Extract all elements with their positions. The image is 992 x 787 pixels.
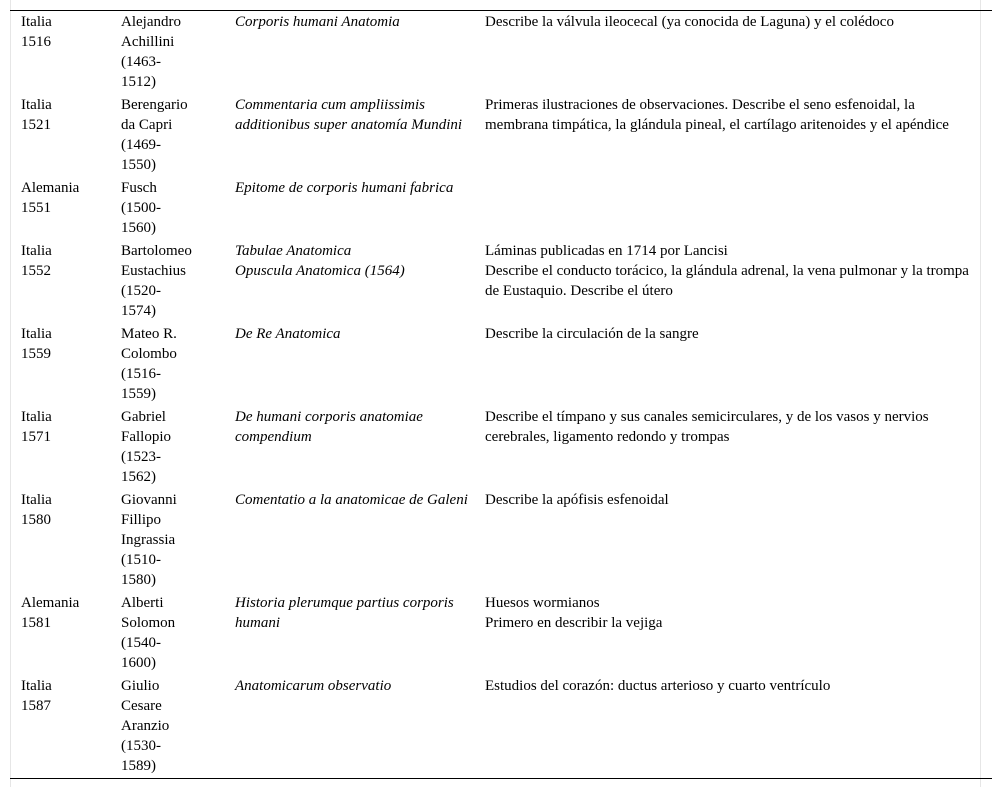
author-line: Achillini xyxy=(121,34,175,50)
description-text: Describe la circulación de la sangre xyxy=(485,326,699,342)
description-cell xyxy=(485,323,992,406)
description-cell xyxy=(485,489,992,592)
author-cell xyxy=(121,94,235,177)
author-line: Cesare xyxy=(121,698,162,714)
description-text: Láminas publicadas en 1714 por Lancisi xyxy=(485,243,728,259)
work-title: Opuscula Anatomica (1564) xyxy=(235,263,405,279)
author-line: Alberti xyxy=(121,595,164,611)
work-cell xyxy=(235,323,485,406)
work-cell xyxy=(235,489,485,592)
author-cell xyxy=(121,592,235,675)
author-line: Giulio xyxy=(121,678,160,694)
work-cell xyxy=(235,406,485,489)
year: 1516 xyxy=(21,34,51,50)
work-title: Comentatio a la anatomicae de Galeni xyxy=(235,492,468,508)
author-line: 1562) xyxy=(121,469,156,485)
country-year-cell xyxy=(10,323,121,406)
author-line: Ingrassia xyxy=(121,532,176,548)
table-row xyxy=(10,11,992,95)
author-line: Gabriel xyxy=(121,409,166,425)
country: Alemania xyxy=(21,595,80,611)
year: 1580 xyxy=(21,512,51,528)
author-line: Aranzio xyxy=(121,718,170,734)
country: Italia xyxy=(21,243,52,259)
country-year-cell xyxy=(10,11,121,95)
year: 1521 xyxy=(21,117,51,133)
author-line: (1510- xyxy=(121,552,161,568)
work-title: Historia plerumque partius corporis humani xyxy=(235,595,454,631)
description-text: Describe la apófisis esfenoidal xyxy=(485,492,669,508)
year: 1552 xyxy=(21,263,51,279)
description-cell xyxy=(485,94,992,177)
work-cell xyxy=(235,11,485,95)
author-line: (1540- xyxy=(121,635,161,651)
work-title: Epitome de corporis humani fabrica xyxy=(235,180,454,196)
country: Italia xyxy=(21,678,52,694)
country: Alemania xyxy=(21,180,80,196)
country: Italia xyxy=(21,14,52,30)
author-line: (1520- xyxy=(121,283,161,299)
author-line: (1463- xyxy=(121,54,161,70)
author-cell xyxy=(121,489,235,592)
table-row xyxy=(10,323,992,406)
description-text: Estudios del corazón: ductus arterioso y cuarto ventrículo xyxy=(485,678,831,694)
work-title: Tabulae Anatomica xyxy=(235,243,352,259)
table-row xyxy=(10,592,992,675)
author-line: 1580) xyxy=(121,572,156,588)
author-line: (1516- xyxy=(121,366,161,382)
country: Italia xyxy=(21,492,52,508)
work-cell xyxy=(235,94,485,177)
description-text: Primeras ilustraciones de observaciones. Describe el seno esfenoidal, la membrana timpática, la glándula pineal, el cartílago aritenoides y el apéndice xyxy=(485,97,949,133)
country-year-cell xyxy=(10,489,121,592)
author-line: 1560) xyxy=(121,220,156,236)
author-line: Fusch xyxy=(121,180,157,196)
work-cell xyxy=(235,177,485,240)
country-year-cell xyxy=(10,94,121,177)
description-text: Huesos wormianos xyxy=(485,595,600,611)
author-line: Fillipo xyxy=(121,512,162,528)
description-text: Primero en describir la vejiga xyxy=(485,615,663,631)
anatomy-history-table xyxy=(10,10,992,779)
work-title: Anatomicarum observatio xyxy=(235,678,392,694)
country-year-cell xyxy=(10,240,121,323)
country-year-cell xyxy=(10,675,121,779)
work-title: De humani corporis anatomiae compendium xyxy=(235,409,423,445)
author-cell xyxy=(121,406,235,489)
year: 1581 xyxy=(21,615,51,631)
author-line: Giovanni xyxy=(121,492,177,508)
description-cell xyxy=(485,675,992,779)
author-line: Colombo xyxy=(121,346,177,362)
country: Italia xyxy=(21,326,52,342)
table-row xyxy=(10,489,992,592)
author-line: Berengario xyxy=(121,97,188,113)
author-line: 1600) xyxy=(121,655,156,671)
author-line: Eustachius xyxy=(121,263,186,279)
description-cell xyxy=(485,177,992,240)
country: Italia xyxy=(21,97,52,113)
country-year-cell xyxy=(10,177,121,240)
table-row xyxy=(10,177,992,240)
description-text: Describe el tímpano y sus canales semicirculares, y de los vasos y nervios cerebrales, ligamento redondo y trompas xyxy=(485,409,929,445)
table-body xyxy=(10,11,992,779)
description-cell xyxy=(485,240,992,323)
description-text: Describe la válvula ileocecal (ya conocida de Laguna) y el colédoco xyxy=(485,14,894,30)
author-line: Fallopio xyxy=(121,429,172,445)
author-line: 1589) xyxy=(121,758,156,774)
work-cell xyxy=(235,240,485,323)
description-cell xyxy=(485,592,992,675)
work-title: Corporis humani Anatomia xyxy=(235,14,400,30)
author-line: 1550) xyxy=(121,157,156,173)
author-line: (1530- xyxy=(121,738,161,754)
work-cell xyxy=(235,592,485,675)
author-line: 1512) xyxy=(121,74,156,90)
author-cell xyxy=(121,240,235,323)
table-row xyxy=(10,94,992,177)
year: 1559 xyxy=(21,346,51,362)
author-line: 1559) xyxy=(121,386,156,402)
author-cell xyxy=(121,177,235,240)
year: 1551 xyxy=(21,200,51,216)
country-year-cell xyxy=(10,406,121,489)
author-line: Mateo R. xyxy=(121,326,177,342)
author-line: (1523- xyxy=(121,449,161,465)
table-row xyxy=(10,406,992,489)
work-title: De Re Anatomica xyxy=(235,326,341,342)
table-row xyxy=(10,240,992,323)
author-line: Solomon xyxy=(121,615,176,631)
description-cell xyxy=(485,11,992,95)
description-text: Describe el conducto torácico, la glándula adrenal, la vena pulmonar y la trompa de Eustaquio. Describe el útero xyxy=(485,263,969,299)
author-line: (1500- xyxy=(121,200,161,216)
table-row xyxy=(10,675,992,779)
author-line: Alejandro xyxy=(121,14,181,30)
work-cell xyxy=(235,675,485,779)
author-cell xyxy=(121,675,235,779)
country-year-cell xyxy=(10,592,121,675)
author-line: Bartolomeo xyxy=(121,243,192,259)
author-line: (1469- xyxy=(121,137,161,153)
country: Italia xyxy=(21,409,52,425)
year: 1571 xyxy=(21,429,51,445)
author-cell xyxy=(121,323,235,406)
year: 1587 xyxy=(21,698,51,714)
work-title: Commentaria cum ampliissimis additionibus super anatomía Mundini xyxy=(235,97,463,133)
author-line: da Capri xyxy=(121,117,173,133)
description-cell xyxy=(485,406,992,489)
author-line: 1574) xyxy=(121,303,156,319)
author-cell xyxy=(121,11,235,95)
